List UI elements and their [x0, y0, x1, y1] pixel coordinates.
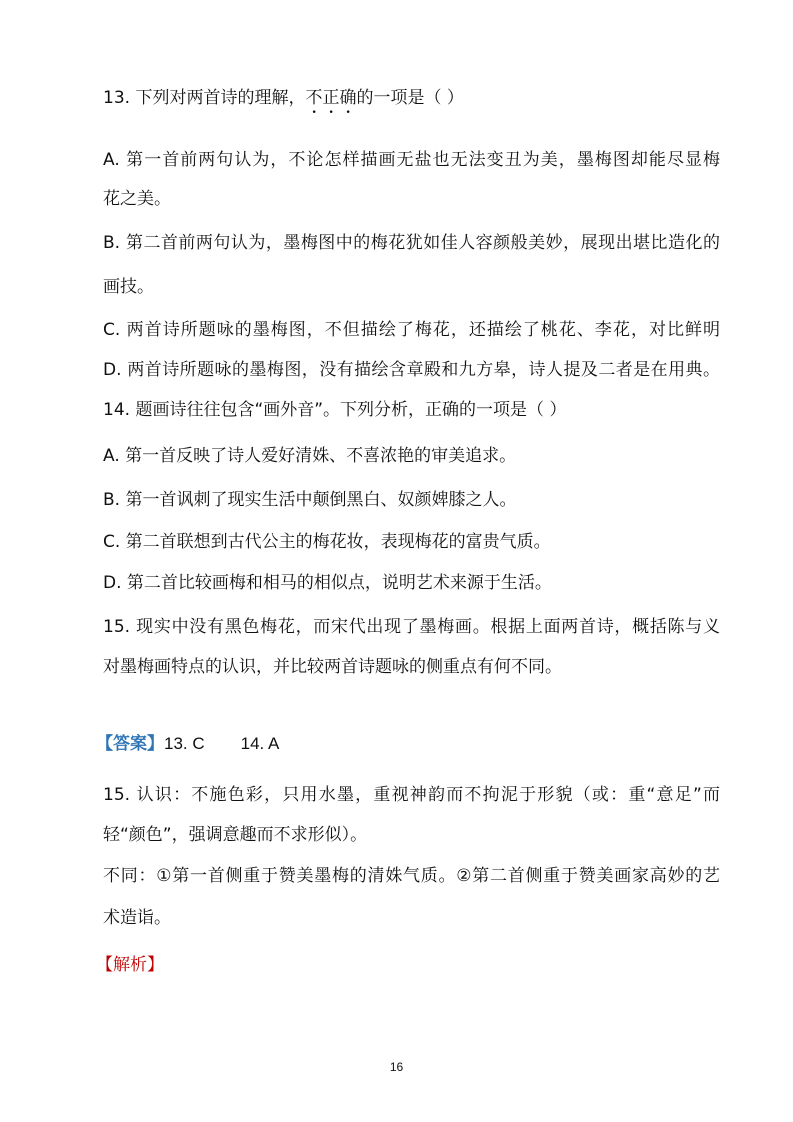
option-13a: A. 第一首前两句认为，不论怎样描画无盐也无法变丑为美，墨梅图却能尽显梅: [103, 150, 720, 170]
question-13-stem: [103, 87, 720, 118]
option-13c: C. 两首诗所题咏的墨梅图，不但描绘了梅花，还描绘了桃花、李花，对比鲜明: [103, 320, 720, 340]
option-14d: D. 第二首比较画梅和相马的相似点，说明艺术来源于生活。: [103, 573, 552, 593]
answer-line: [96, 733, 713, 755]
stem-text: 13. 下列对两首诗的理解，: [103, 88, 306, 108]
option-14a: A. 第一首反映了诗人爱好清姝、不喜浓艳的审美追求。: [103, 446, 517, 466]
option-13a-cont: 花之美。: [103, 189, 171, 209]
answer-13: 13. C: [164, 734, 205, 753]
answer-15: 15. 认识：不施色彩，只用水墨，重视神韵而不拘泥于形貌（或：重“意足”而: [103, 785, 720, 805]
option-14c: C. 第二首联想到古代公主的梅花妆，表现梅花的富贵气质。: [103, 532, 551, 552]
question-15-stem: 15. 现实中没有黑色梅花，而宋代出现了墨梅画。根据上面两首诗，概括陈与义: [103, 617, 720, 637]
option-13b: B. 第二首前两句认为，墨梅图中的梅花犹如佳人容颜般美妙，展现出堪比造化的: [103, 233, 720, 253]
option-13d: D. 两首诗所题咏的墨梅图，没有描绘含章殿和九方皋，诗人提及二者是在用典。: [103, 360, 720, 380]
answer-15-difference-cont: 术造诣。: [103, 908, 171, 928]
analysis-label: 【解析】: [96, 955, 164, 975]
answer-15-difference: 不同：①第一首侧重于赞美墨梅的清姝气质。②第二首侧重于赞美画家高妙的艺: [103, 866, 720, 886]
option-13b-cont: 画技。: [103, 277, 154, 297]
emphasized-text: 不正确: [305, 88, 357, 108]
question-15-stem-cont: 对墨梅画特点的认识，并比较两首诗题咏的侧重点有何不同。: [103, 657, 562, 677]
page-number: 16: [389, 1060, 404, 1074]
answer-15-cont: 轻“颜色”，强调意趣而不求形似）。: [103, 825, 368, 845]
answer-label: 【答案】: [96, 734, 164, 754]
answer-14: 14. A: [240, 734, 280, 753]
stem-text: 的一项是（ ）: [356, 88, 464, 108]
question-14-stem: 14. 题画诗往往包含“画外音”。下列分析，正确的一项是（ ）: [103, 400, 567, 420]
option-14b: B. 第一首讽刺了现实生活中颠倒黑白、奴颜婢膝之人。: [103, 490, 517, 510]
